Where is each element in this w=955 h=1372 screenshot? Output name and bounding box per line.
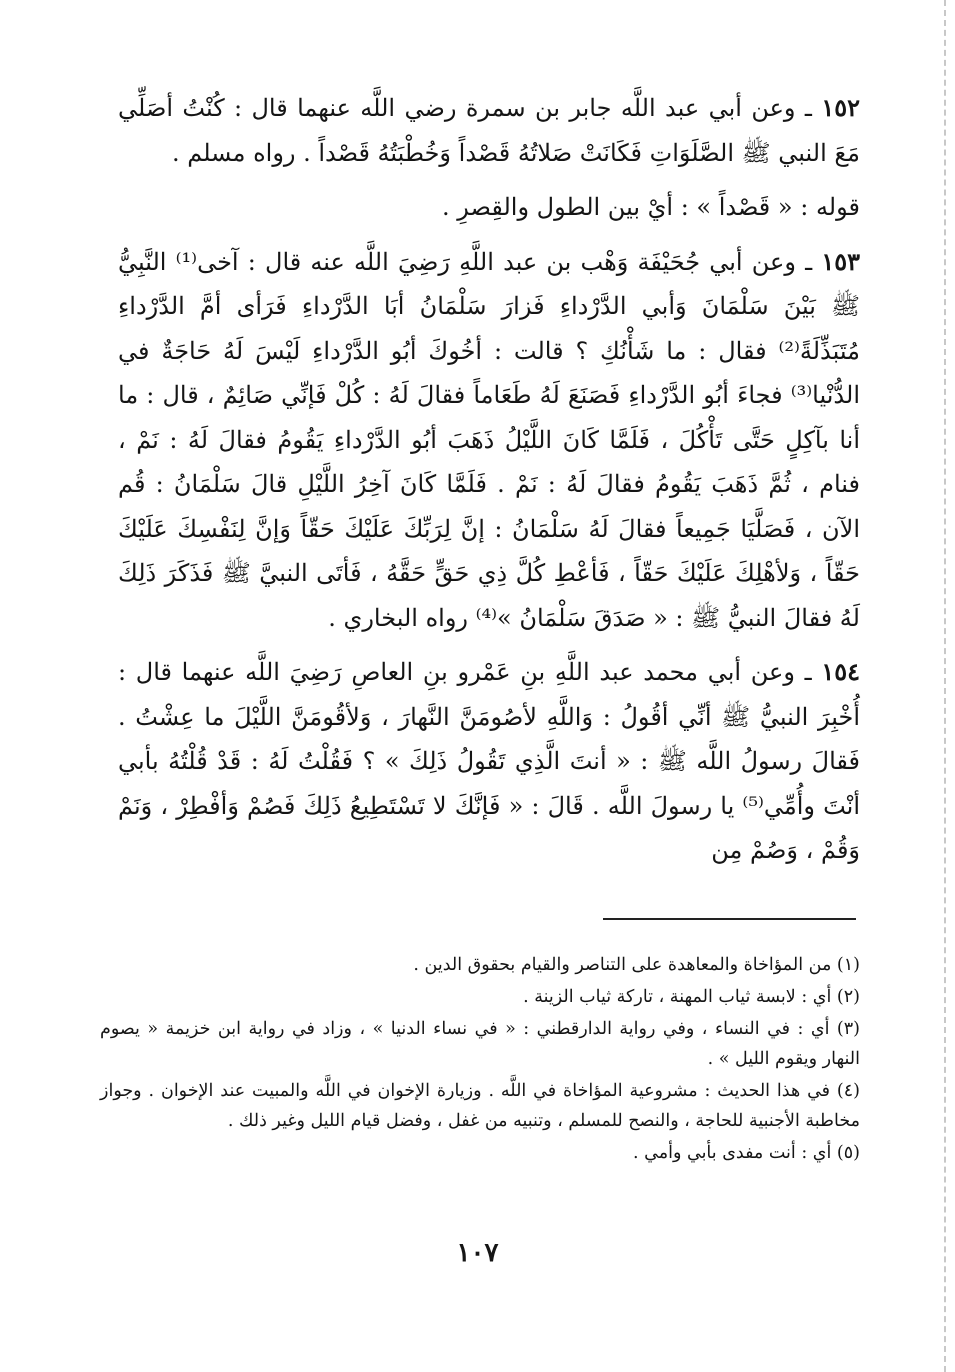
footnotes (100, 950, 860, 1170)
page-number: ١٠٧ (456, 1238, 499, 1268)
hadith-153 (118, 240, 860, 641)
footnote-divider (603, 918, 856, 920)
hadith-154 (118, 650, 860, 873)
hadith-number: ١٥٤ (821, 657, 860, 686)
footnote-5: (٥) أي : أنت مفدى بأبي وأمي . (633, 1143, 860, 1163)
main-text (118, 86, 860, 883)
footnote-1: (١) من المؤاخاة والمعاهدة على التناصر والقيام بحقوق الدين . (413, 955, 860, 975)
footnote-4: (٤) في هذا الحديث : مشروعية المؤاخاة في اللَّه . وزيارة الإخوان في اللَّه والمبيت عند الإخوان . وجواز مخاطبة الأجنبية للحاجة ، والنصح للمسلم ، وتنبيه من غفل ، وفضل قيام الليل وغير ذلك . (100, 1081, 860, 1131)
footnote-3: (٣) أي : في النساء ، وفي رواية الدارقطني : « في نساء الدنيا » ، وزاد في رواية ابن خزيمة « يصوم النهار ويقوم الليل » . (100, 1019, 860, 1069)
footnote-2: (٢) أي : لابسة ثياب المهنة ، تاركة ثياب الزينة . (523, 987, 860, 1007)
commentary-152 (118, 185, 860, 230)
hadith-152 (118, 86, 860, 175)
hadith-number: ١٥٢ (821, 93, 860, 122)
hadith-text: ـ وعن أبي عبد اللَّه جابر بن سمرة رضي اللَّه عنهما قال : كُنْتُ أصَلِّي مَعَ النبي ﷺ الصَّلَوَاتِ فَكَانَتْ صَلاتُهُ قَصْداً وَخُطْبَتُهُ قَصْداً . رواه مسلم . (118, 94, 860, 167)
hadith-number: ١٥٣ (821, 246, 860, 276)
scan-edge-line (944, 0, 946, 1372)
hadith-text: ـ وعن أبي جُحَيْفَة وَهْب بن عبد اللَّهِ رَضِيَ اللَّه عنه قال : آخى⁽¹⁾ النَّبِيُّ ﷺ بَيْنَ سَلْمَانَ وَأبي الدَّرْداءِ فَزارَ سَلْمَانُ أبَا الدَّرْداءِ فَرَأى أمَّ الدَّرْداءِ مُتَبَذِّلَةً⁽²⁾ فقال : ما شَأْنُكِ ؟ قالت : أخُوكَ أبُو الدَّرْداءِ لَيْسَ لَهُ حَاجَةٌ في الدُّنْيا⁽³⁾ فجاءَ أبُو الدَّرْداءِ فَصَنَعَ لَهُ طَعَاماً فقالَ لَهُ : كُلْ فَإنِّي صَائِمٌ ، قال : ما أنا بآكِلٍ حَتَّى تَأْكُلَ ، فَلَمَّا كَانَ اللَّيْلُ ذَهَبَ أبُو الدَّرْداءِ يَقُومُ فقالَ لَهُ : نَمْ ، فنام ، ثُمَّ ذَهَبَ يَقُومُ فقالَ لَهُ : نَمْ . فَلَمَّا كَانَ آخِرُ اللَّيْلِ قالَ سَلْمَانُ : قُم الآن ، فَصَلَّيَا جَمِيعاً فقالَ لَهُ سَلْمَانُ : إنَّ لِرَبِّكَ عَلَيْكَ حَقّاً وَإنَّ لِنَفْسِكَ عَلَيْكَ حَقّاً ، وَلأهْلِكَ عَلَيْكَ حَقّاً ، فَأعْطِ كُلَّ ذِي حَقٍّ حَقَّهُ ، فَأتَى النبيَّ ﷺ فَذَكَرَ ذَلِكَ لَهُ فقالَ النبيُّ ﷺ : « صَدَقَ سَلْمَانُ »⁽⁴⁾ رواه البخاري . (118, 247, 860, 632)
hadith-text: ـ وعن أبي محمد عبد اللَّهِ بنِ عَمْرو بنِ العاصِ رَضِيَ اللَّه عنهما قال : أُخْبِرَ النبيُّ ﷺ أنِّي أقُولُ : وَاللَّهِ لأصُومَنَّ النَّهارَ ، وَلأقُومَنَّ اللَّيْلَ ما عِشْتُ . فَقالَ رسولُ اللَّه ﷺ : « أنتَ الَّذِي تَقُولُ ذَلِكَ » ؟ فَقُلْتُ لَهُ : قَدْ قُلْتُهُ بأبي أنْتَ وأُمِّي⁽⁵⁾ يا رسولَ اللَّه . قَالَ : « فَإنَّكَ لا تَسْتَطِيعُ ذَلِكَ فَصُمْ وَأفْطِرْ ، وَنَمْ وَقُمْ ، وَصُمْ مِن (118, 658, 860, 864)
commentary-text: قوله : « قَصْداً » : أيْ بين الطول والقِصرِ . (442, 193, 860, 221)
